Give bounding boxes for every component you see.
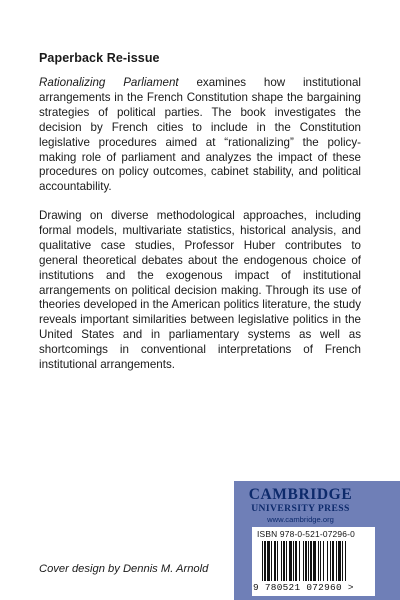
reissue-heading: Paperback Re-issue <box>39 51 160 65</box>
barcode-bars <box>262 541 366 581</box>
publisher-block <box>234 481 400 600</box>
isbn-label: ISBN 978-0-521-07296-0 <box>257 529 355 539</box>
publisher-subtitle: UNIVERSITY PRESS <box>251 503 350 514</box>
description-paragraph-2: Drawing on diverse methodological approaches, including formal models, multivariate statistics, historical analysis, and qualitative case studies, Professor Huber contributes to general theoretical debates about the endogenous choice of institutions and the exogenous impact of institutional arrangements on political decision making. Through its use of theories developed in the American politics literature, the study reveals important similarities between legislative politics in the United States and in parliamentary systems as well as shortcomings in conventional interpretations of French institutional arrangements. <box>39 209 361 372</box>
description-paragraph-1 <box>39 76 361 195</box>
cover-design-credit: Cover design by Dennis M. Arnold <box>39 563 209 575</box>
publisher-url: www.cambridge.org <box>267 515 334 524</box>
publisher-name: CAMBRIDGE <box>248 486 353 503</box>
book-title: Rationalizing Parliament <box>39 76 179 89</box>
description-paragraph-1-text: examines how institutional arrangements in the French Constitution shape the bargaining strategies of political parties. The book investigates the decision by French cities to include in the Constitution legislative procedures aimed at “rationalizing” the policy-making role of parliament and analyzes the impact of these procedures on policy outcomes, cabinet stability, and political accountability. <box>39 76 361 194</box>
barcode <box>252 527 375 596</box>
barcode-digits: 9 780521 072960 > <box>253 582 354 593</box>
